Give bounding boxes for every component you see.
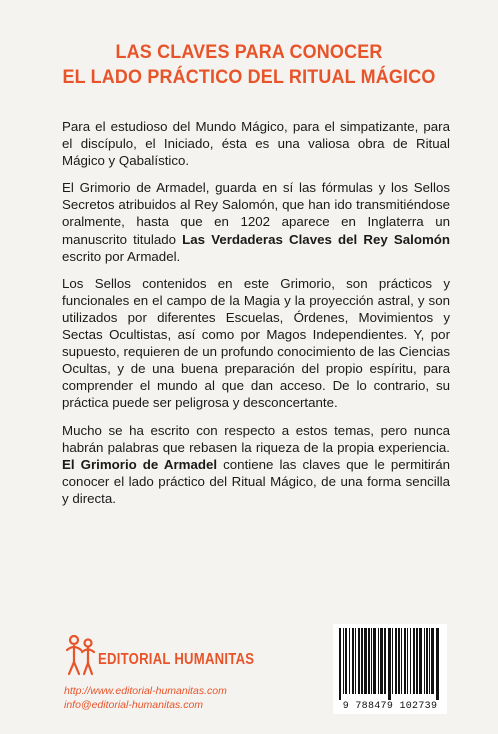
barcode-bar [426,628,428,694]
barcode-bar [431,628,434,694]
paragraph-text: Mucho se ha escrito con respecto a estos temas, pero nunca habrán palabras que rebasen la riqueza de la propia experiencia. [62,422,450,455]
barcode-bar [368,628,370,694]
barcode-bar [410,628,411,694]
barcode-bar [395,628,397,694]
barcode-bar [419,628,422,694]
publisher-block [64,632,304,712]
barcode-bar [345,628,347,694]
barcode-bar [404,628,406,694]
paragraph-text: Los Sellos contenidos en este Grimorio, son prácticos y funcionales en el campo de la Magia y la proyección astral, y son utilizados por diferentes Escuelas, Órdenes, Movimientos y Sectas Ocultistas, así como por Magos Independientes. Y, por supuesto, requieren de un profundo conocimiento de las Ciencias Ocultas, y de una buena preparación del propio espíritu, para comprender el mundo al que dan acceso. De lo contrario, su práctica puede ser peligrosa y desconcertante. [62,275,450,411]
barcode-bar [407,628,408,694]
barcode-bar [343,628,344,694]
barcode-bar [388,628,391,700]
paragraph-text: Para el estudioso del Mundo Mágico, para el simpatizante, para el discípulo, el Iniciado, ésta es una valiosa obra de Ritual Mágico y Qabalístico. [62,119,450,169]
paragraph [62,275,450,412]
barcode-bar [416,628,418,694]
humanitas-figure-logo-icon [64,632,98,678]
barcode-bar [429,628,430,694]
barcode-bar [392,628,393,694]
barcode-bar [361,628,363,694]
publisher-name: EDITORIAL HUMANITAS [98,651,255,668]
barcode-bar [349,628,350,694]
barcode-bar [398,628,400,694]
barcode-bar [352,628,354,694]
paragraph-text: escrito por Armadel. [62,248,181,264]
title-line-2: EL LADO PRÁCTICO DEL RITUAL MÁGICO [62,66,436,88]
publisher-url: http://www.editorial-humanitas.com [64,685,227,697]
paragraph-text: contiene las claves que le permitirán conocer el lado práctico del Ritual Mágico, de una forma sencilla y directa. [62,456,450,506]
barcode-bar [424,628,425,694]
blurb-text [62,118,450,517]
barcode-bar [339,628,341,700]
paragraph [62,422,450,507]
isbn-number: 9 788479 102739 [342,701,438,712]
barcode-bar [384,628,386,694]
bold-title-text: El Grimorio de Armadel [62,456,218,472]
barcode-bar [364,628,367,694]
barcode-bar [373,628,376,694]
barcode-bar [380,628,383,694]
paragraph [62,179,450,264]
paragraph-text: El Grimorio de Armadel, guarda en sí las fórmulas y los Sellos Secretos atribuidos al Rey Salomón, que han ido transmitiéndose oralmente, hasta que en 1202 aparece en Inglaterra un manuscrito titulado [62,180,450,247]
barcode-bars [337,628,443,700]
barcode-bar [401,628,402,694]
title-line-1: LAS CLAVES PARA CONOCER [115,41,383,63]
paragraph [62,118,450,169]
barcode-bar [358,628,360,694]
barcode-bar [436,628,439,700]
barcode-bar [371,628,372,694]
isbn-barcode [333,624,447,714]
publisher-email: info@editorial-humanitas.com [64,699,204,711]
barcode-bar [413,628,415,694]
barcode-bar [378,628,379,694]
barcode-bar [355,628,356,694]
bold-title-text: Las Verdaderas Claves del Rey Salomón [182,231,451,247]
